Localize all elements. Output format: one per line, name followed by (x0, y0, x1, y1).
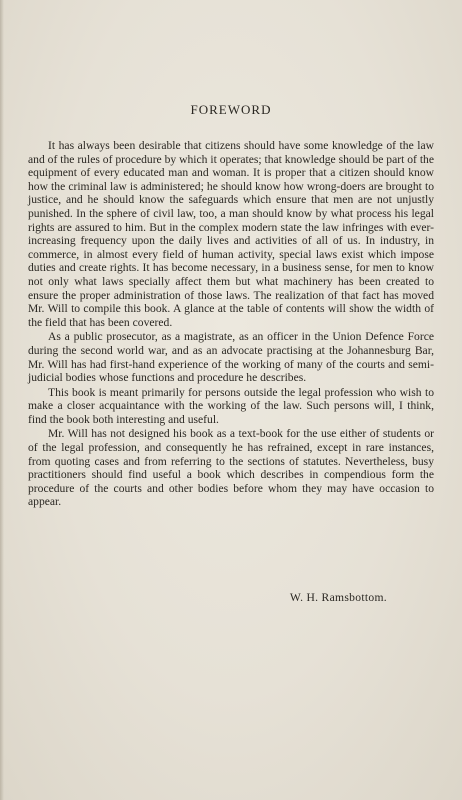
paragraph-3: This book is meant primarily for persons outside the legal profession who wish to make a closer acquaintance with the working of the law. Such persons will, I think, find the book both interesting and useful. (28, 385, 434, 426)
page-binding-edge (0, 0, 4, 800)
paragraph-1: It has always been desirable that citizens should have some knowledge of the law and of the rules of procedure by which it operates; that knowledge should be part of the equipment of every educated man and woman. It is proper that a citizen should know how the criminal law is administered; he should know how wrong-doers are brought to justice, and he should know the safeguards which ensure that men are not unjustly punished. In the sphere of civil law, too, a man should know by what process his legal rights are assured to him. But in the complex modern state the law infringes with ever-increasing frequency upon the daily lives and activities of all of us. In industry, in commerce, in almost every field of human activity, special laws exist which impose duties and create rights. It has become necessary, in a business sense, for men to know not only what laws specially affect them but what machinery has been created to ensure the proper administration of those laws. The realization of that fact has moved Mr. Will to compile this book. A glance at the table of contents will show the width of the field that has been covered. (28, 139, 434, 329)
paragraph-4: Mr. Will has not designed his book as a text-book for the use either of students or of the legal profession, and consequently he has refrained, except in rare instances, from quoting cases and from referring to the sections of statutes. Nevertheless, busy practitioners should find useful a book which describes in compendious form the procedure of the courts and other bodies before whom they may have occasion to appear. (28, 427, 434, 509)
author-signature: W. H. Ramsbottom. (289, 591, 387, 604)
paragraph-2: As a public prosecutor, as a magistrate, as an officer in the Union Defence Force during the second world war, and as an advocate practising at the Johannesburg Bar, Mr. Will has had first-hand experience of the working of many of the courts and semi-judicial bodies whose functions and procedure he describes. (28, 330, 434, 385)
foreword-body (28, 139, 434, 510)
page-title: FOREWORD (190, 102, 272, 117)
